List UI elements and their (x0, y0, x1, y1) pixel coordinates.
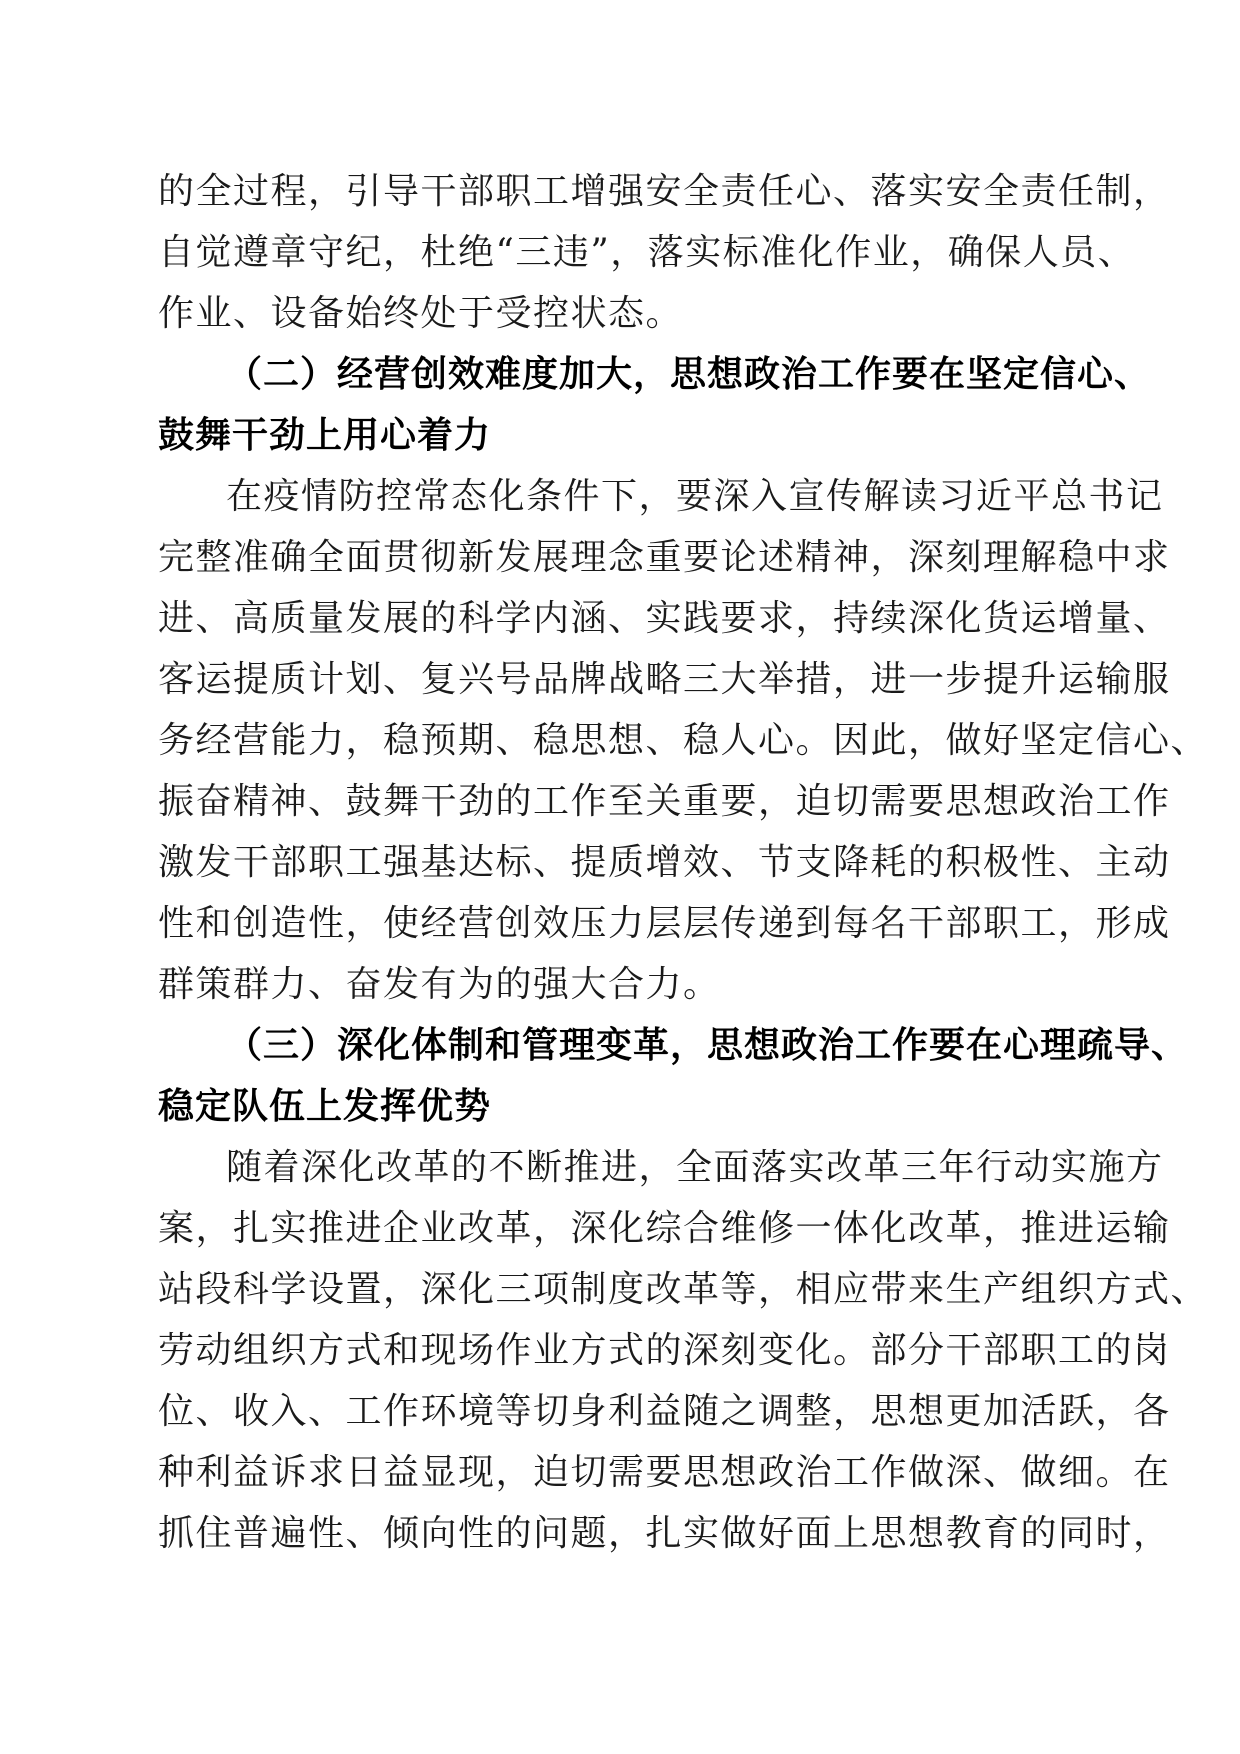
paragraph-start: 在疫情防控常态化条件下，要深入宣传解读习近平总书记 (226, 476, 1164, 517)
body-text-line: 的全过程，引导干部职工增强安全责任心、落实安全责任制， (158, 171, 1171, 212)
body-text-line: 位、收入、工作环境等切身利益随之调整，思想更加活跃，各 (158, 1391, 1171, 1432)
body-text-line: 性和创造性，使经营创效压力层层传递到每名干部职工，形成 (158, 903, 1171, 944)
body-text-line: 劳动组织方式和现场作业方式的深刻变化。部分干部职工的岗 (158, 1330, 1171, 1371)
paragraph-start: 随着深化改革的不断推进，全面落实改革三年行动实施方 (226, 1147, 1164, 1188)
section-heading-2-continued: 鼓舞干劲上用心着力 (158, 415, 492, 456)
section-heading-3: （三）深化体制和管理变革，思想政治工作要在心理疏导、 (226, 1025, 1189, 1066)
body-text-line: 自觉遵章守纪，杜绝“三违”，落实标准化作业，确保人员、 (158, 232, 1136, 273)
body-text-line: 务经营能力，稳预期、稳思想、稳人心。因此，做好坚定信心、 (158, 720, 1209, 761)
body-text-line: 案，扎实推进企业改革，深化综合维修一体化改革，推进运输 (158, 1208, 1171, 1249)
body-text-line: 抓住普遍性、倾向性的问题，扎实做好面上思想教育的同时， (158, 1513, 1171, 1554)
body-text-line: 激发干部职工强基达标、提质增效、节支降耗的积极性、主动 (158, 842, 1171, 883)
body-text-line: 种利益诉求日益显现，迫切需要思想政治工作做深、做细。在 (158, 1452, 1171, 1493)
body-text-line: 完整准确全面贯彻新发展理念重要论述精神，深刻理解稳中求 (158, 537, 1171, 578)
body-text-line: 站段科学设置，深化三项制度改革等，相应带来生产组织方式、 (158, 1269, 1209, 1310)
section-heading-2: （二）经营创效难度加大，思想政治工作要在坚定信心、 (226, 354, 1152, 395)
body-text-line: 群策群力、奋发有为的强大合力。 (158, 964, 721, 1005)
body-text-line: 作业、设备始终处于受控状态。 (158, 293, 684, 334)
body-text-line: 振奋精神、鼓舞干劲的工作至关重要，迫切需要思想政治工作 (158, 781, 1171, 822)
body-text-line: 进、高质量发展的科学内涵、实践要求，持续深化货运增量、 (158, 598, 1171, 639)
body-text-line: 客运提质计划、复兴号品牌战略三大举措，进一步提升运输服 (158, 659, 1171, 700)
section-heading-3-continued: 稳定队伍上发挥优势 (158, 1086, 492, 1127)
